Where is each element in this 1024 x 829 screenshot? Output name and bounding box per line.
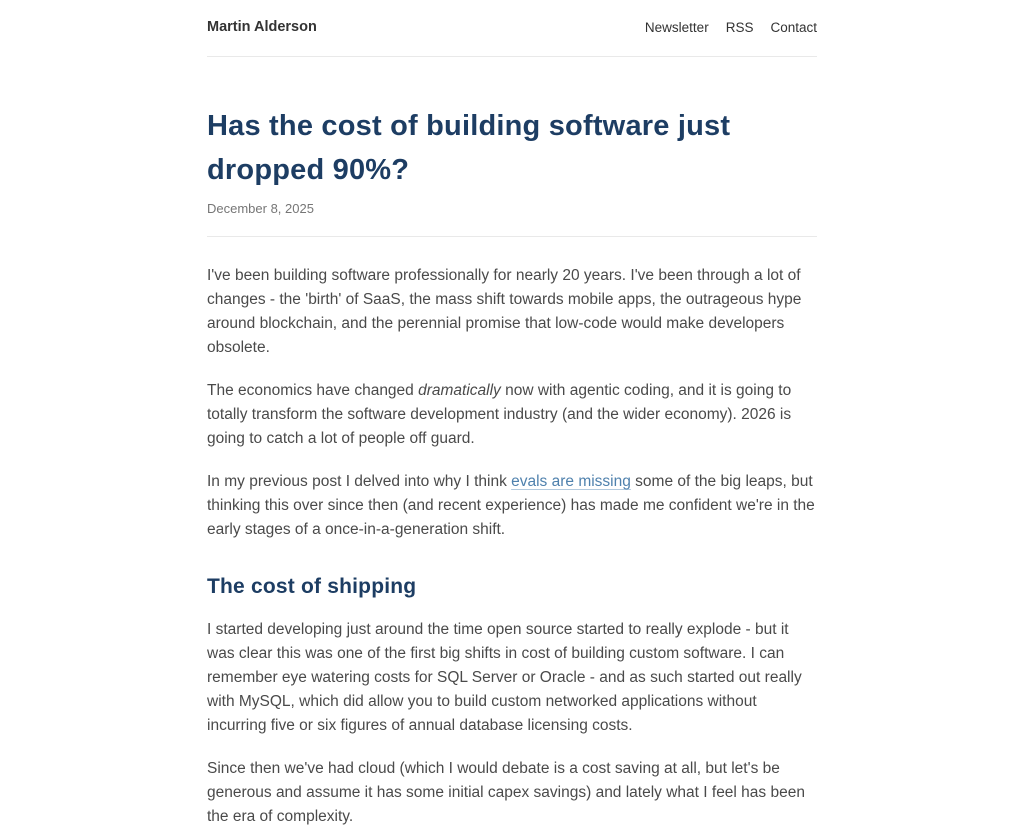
paragraph-text: I've been building software professionally for nearly 20 years. I've been through a lot of changes - the 'birth' of SaaS, the mass shift towards mobile apps, the outrageous hype around blockchain, and the perennial promise that low-code would make developers obsolete. (207, 267, 802, 356)
site-header (207, 0, 817, 35)
page-container (207, 0, 817, 829)
paragraph-intro (207, 264, 817, 360)
emphasized-word: dramatically (418, 382, 501, 399)
paragraph-text: some of the big leaps, but thinking this over since then (and recent experience) has made me confident we're in the early stages of a once-in-a-generation shift. (207, 473, 815, 538)
section-heading-cost-of-shipping: The cost of shipping (207, 575, 417, 598)
post-title: Has the cost of building software just dropped 90%? (207, 110, 731, 186)
paragraph-text: I started developing just around the time open source started to really explode - but it was clear this was one of the first big shifts in cost of building custom software. I can remember eye watering costs for SQL Server or Oracle - and as such started out really with MySQL, which did allow you to build custom networked applications without incurring five or six figures of annual database licensing costs. (207, 621, 802, 734)
nav-link-rss[interactable]: RSS (725, 19, 754, 35)
top-nav (645, 20, 817, 35)
paragraph-text: Since then we've had cloud (which I would debate is a cost saving at all, but let's be generous and assume it has some initial capex savings) and lately what I feel has been the era of complexity. (207, 760, 805, 825)
paragraph-previous-post (207, 470, 817, 542)
post-body (207, 237, 817, 829)
blog-post (207, 104, 817, 829)
header-divider (207, 56, 817, 57)
paragraph-text: now with agentic coding, and it is going to totally transform the software development industry (and the wider economy). 2026 is going to catch a lot of people off guard. (207, 382, 792, 447)
paragraph-text: In my previous post I delved into why I think (207, 473, 512, 490)
paragraph-open-source (207, 618, 817, 738)
evals-are-missing-link[interactable]: evals are missing (511, 473, 631, 490)
post-date: December 8, 2025 (207, 201, 314, 216)
nav-link-contact[interactable]: Contact (770, 19, 817, 35)
site-name-link[interactable]: Martin Alderson (207, 19, 317, 35)
paragraph-text: The economics have changed (207, 382, 419, 399)
nav-link-newsletter[interactable]: Newsletter (644, 19, 709, 35)
paragraph-economics (207, 379, 817, 451)
